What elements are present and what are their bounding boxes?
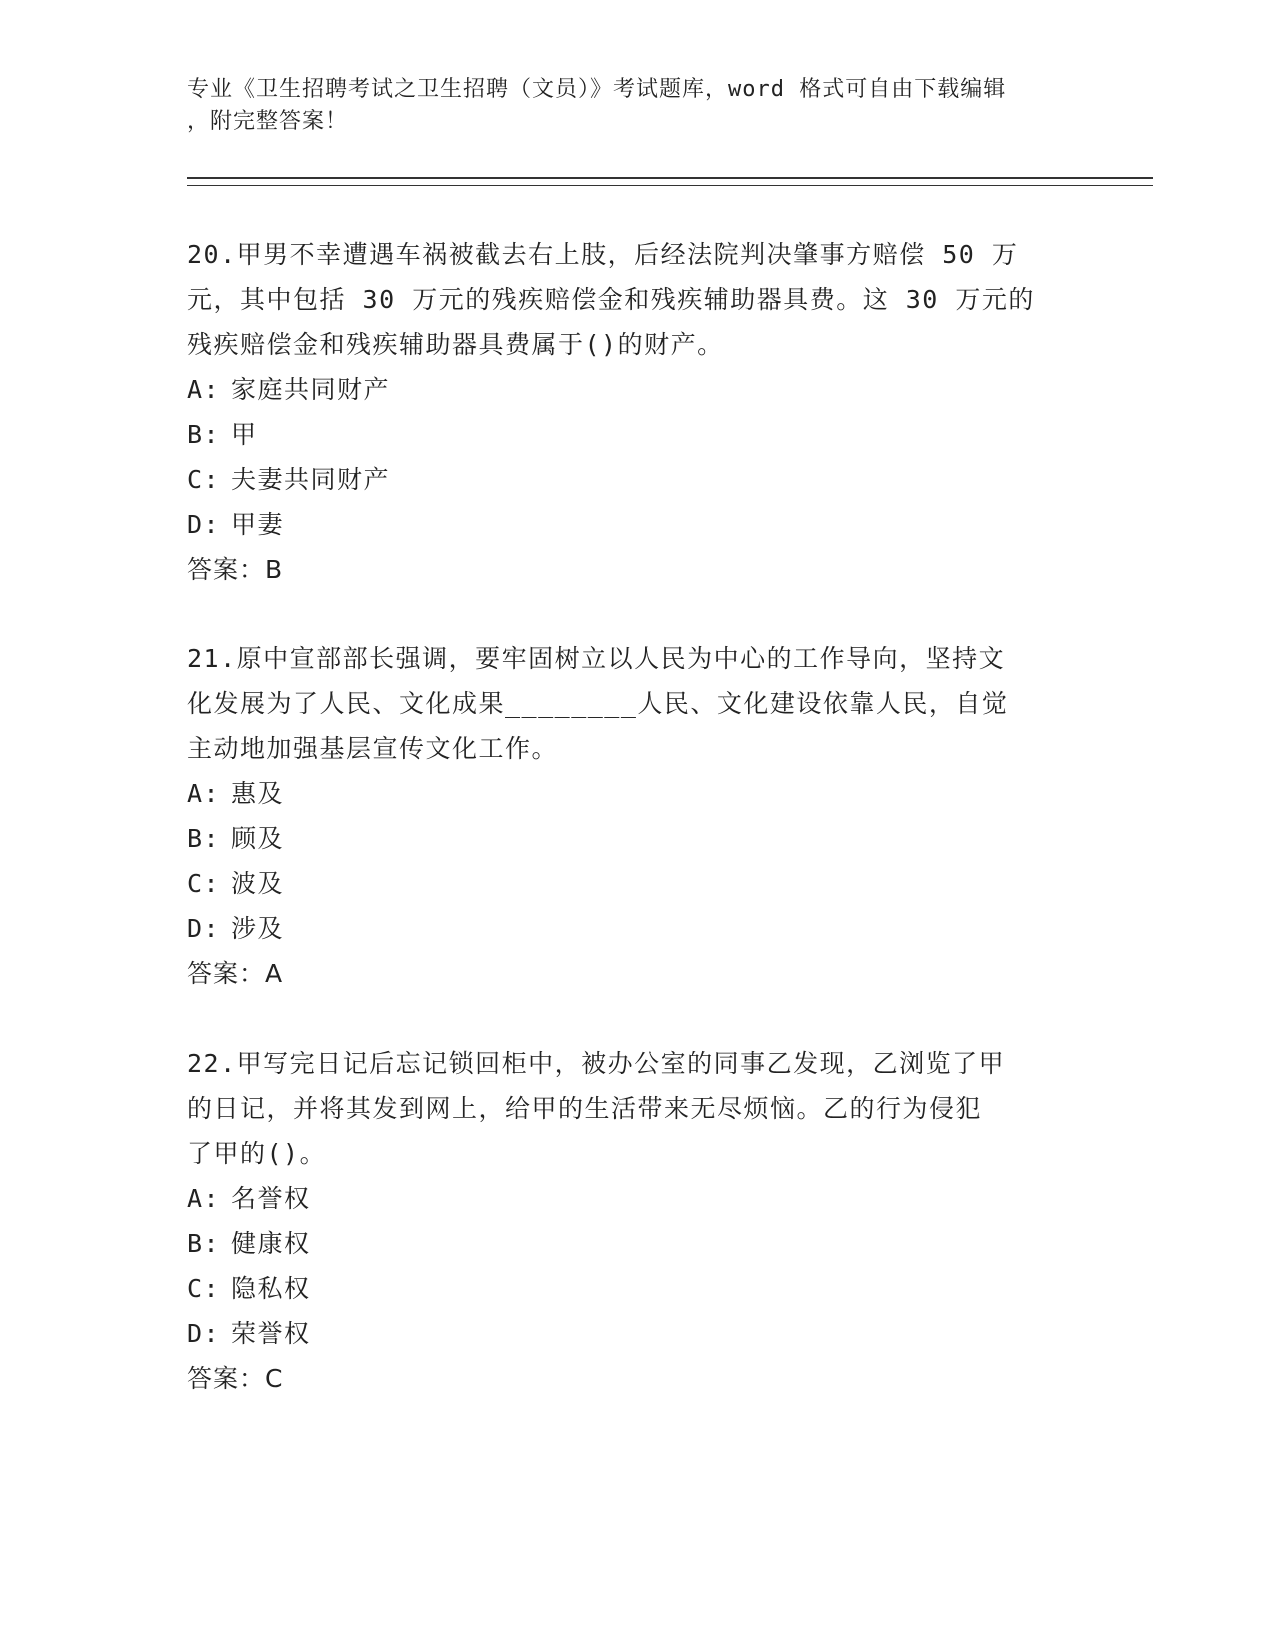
option-letter: A: (187, 1184, 221, 1213)
question-line: 主动地加强基层宣传文化工作。 (187, 734, 559, 763)
question-line: 20.甲男不幸遭遇车祸被截去右上肢，后经法院判决肇事方赔偿 50 万 (187, 240, 1019, 269)
option-c (187, 1266, 1087, 1311)
option-text: 名誉权 (231, 1184, 311, 1213)
option-letter: C: (187, 869, 221, 898)
question-line: 的日记，并将其发到网上，给甲的生活带来无尽烦恼。乙的行为侵犯 (187, 1094, 983, 1123)
option-a (187, 1176, 1087, 1221)
option-d (187, 906, 1087, 951)
option-letter: C: (187, 465, 221, 494)
answer: 答案：A (187, 959, 284, 988)
option-d (187, 502, 1087, 547)
option-text: 惠及 (231, 779, 285, 808)
option-letter: B: (187, 1229, 221, 1258)
option-c (187, 457, 1087, 502)
question-line: 残疾赔偿金和残疾辅助器具费属于()的财产。 (187, 330, 724, 359)
option-text: 荣誉权 (231, 1319, 311, 1348)
question-line: 了甲的()。 (187, 1139, 327, 1168)
option-letter: D: (187, 1319, 221, 1348)
question-21 (187, 636, 1087, 996)
option-text: 健康权 (231, 1229, 311, 1258)
question-line: 化发展为了人民、文化成果________人民、文化建设依靠人民，自觉 (187, 689, 1009, 718)
question-20 (187, 232, 1087, 592)
option-c (187, 861, 1087, 906)
option-letter: A: (187, 375, 221, 404)
option-text: 波及 (231, 869, 285, 898)
answer: 答案：C (187, 1364, 284, 1393)
document-header (187, 74, 1087, 138)
option-text: 顾及 (231, 824, 285, 853)
question-line: 22.甲写完日记后忘记锁回柜中，被办公室的同事乙发现，乙浏览了甲 (187, 1049, 1006, 1078)
option-letter: B: (187, 824, 221, 853)
option-text: 隐私权 (231, 1274, 311, 1303)
option-b (187, 1221, 1087, 1266)
option-letter: A: (187, 779, 221, 808)
option-letter: D: (187, 510, 221, 539)
header-divider (187, 177, 1153, 186)
option-text: 家庭共同财产 (231, 375, 391, 404)
header-line-2: ，附完整答案！ (187, 109, 349, 134)
answer: 答案：B (187, 555, 284, 584)
header-line-1: 专业《卫生招聘考试之卫生招聘（文员）》考试题库，word 格式可自由下载编辑 (187, 77, 1007, 102)
question-line: 21.原中宣部部长强调，要牢固树立以人民为中心的工作导向，坚持文 (187, 644, 1006, 673)
option-b (187, 412, 1087, 457)
option-text: 甲妻 (231, 510, 285, 539)
option-d (187, 1311, 1087, 1356)
option-letter: B: (187, 420, 221, 449)
option-a (187, 771, 1087, 816)
question-22 (187, 1041, 1087, 1401)
option-a (187, 367, 1087, 412)
option-text: 涉及 (231, 914, 285, 943)
question-line: 元，其中包括 30 万元的残疾赔偿金和残疾辅助器具费。这 30 万元的 (187, 285, 1035, 314)
option-letter: C: (187, 1274, 221, 1303)
option-b (187, 816, 1087, 861)
option-text: 夫妻共同财产 (231, 465, 391, 494)
option-text: 甲 (231, 420, 258, 449)
option-letter: D: (187, 914, 221, 943)
